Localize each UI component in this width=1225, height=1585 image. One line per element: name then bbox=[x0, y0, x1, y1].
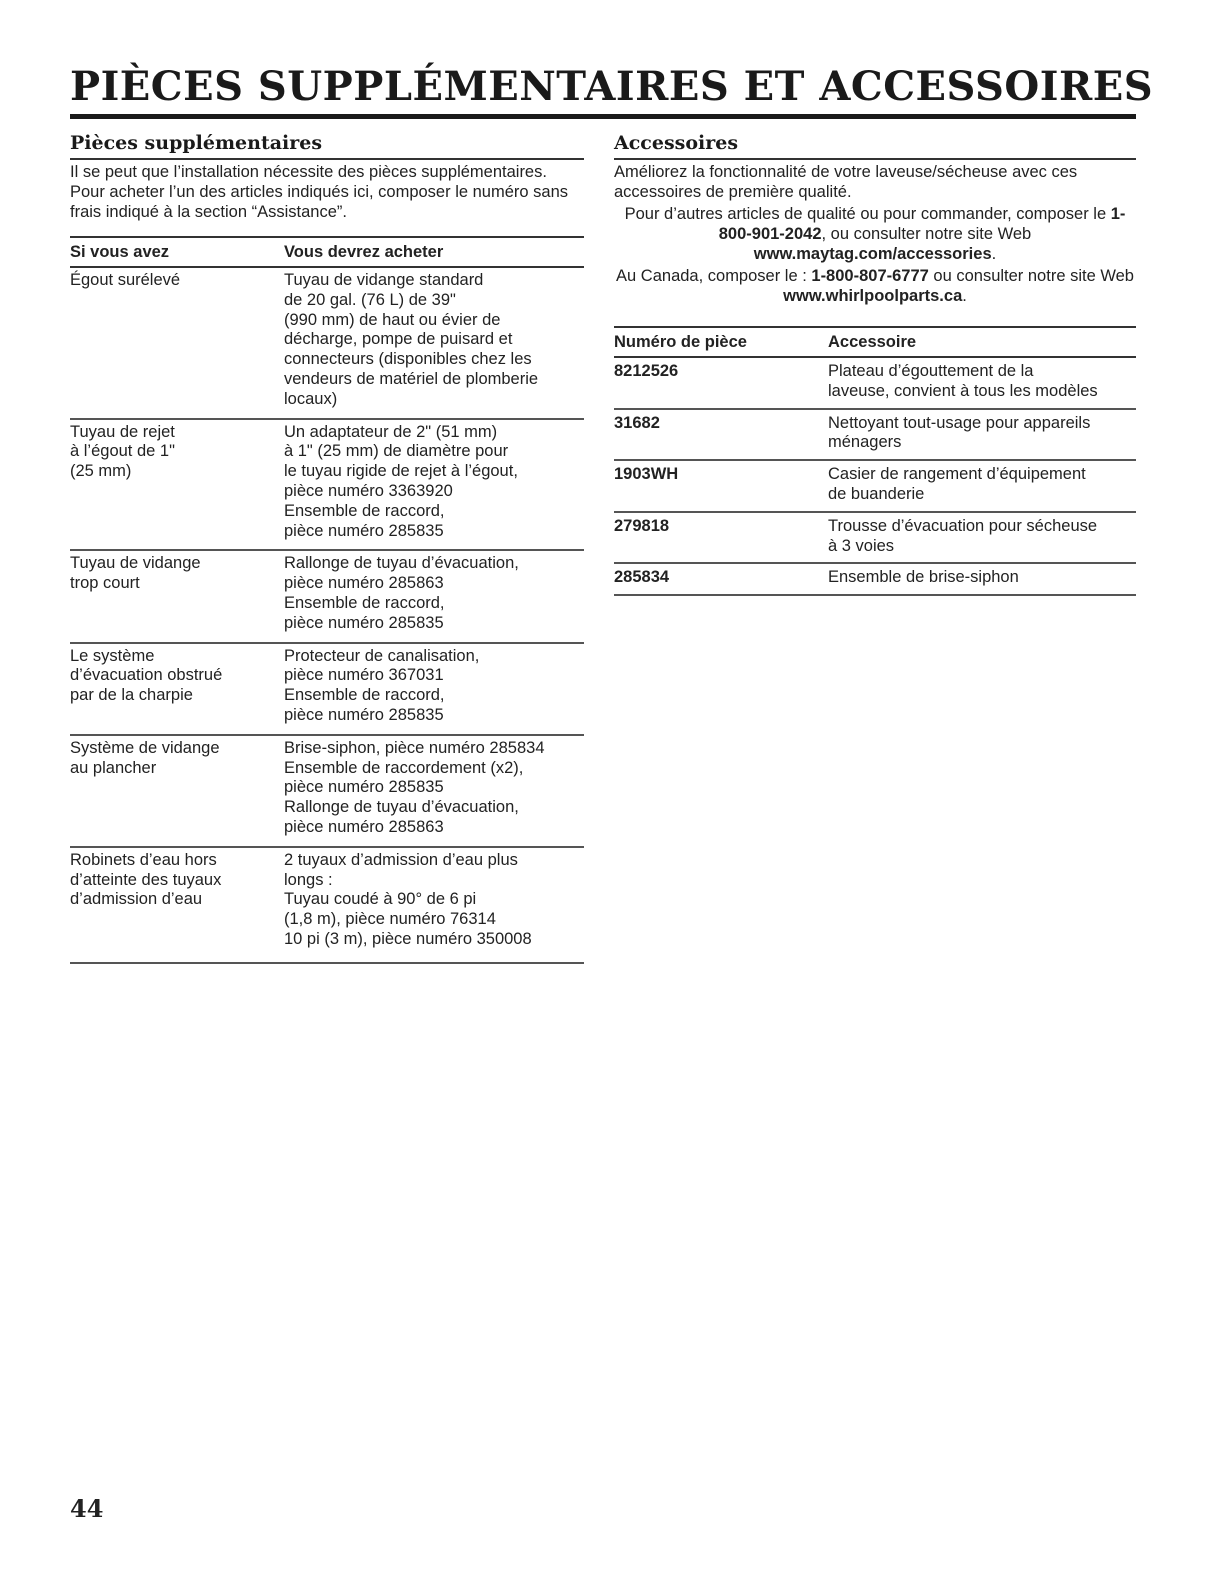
cell-accessory: Ensemble de brise-siphon bbox=[828, 568, 1019, 587]
cell-situation: Système de vidange au plancher bbox=[70, 738, 220, 777]
cell-accessory: Nettoyant tout-usage pour appareils ménagers bbox=[828, 413, 1091, 452]
cell-part-number: 31682 bbox=[614, 413, 660, 432]
additional-parts-table bbox=[70, 236, 584, 964]
table-header bbox=[70, 238, 584, 268]
ca-order-end: . bbox=[962, 287, 967, 305]
table-row bbox=[70, 848, 584, 964]
us-order-text-2: , ou consulter notre site Web bbox=[821, 225, 1032, 243]
additional-parts-intro: Il se peut que l’installation nécessite des pièces supplémentaires. Pour acheter l’un des articles indiqués ici, composer le numéro sans frais indiqué à la section “Assistance”. bbox=[70, 163, 568, 221]
column-header-accessory: Accessoire bbox=[828, 333, 917, 351]
column-header-buy: Vous devrez acheter bbox=[284, 243, 444, 261]
title-rule bbox=[70, 114, 1136, 119]
accessories-intro: Améliorez la fonctionnalité de votre laveuse/sécheuse avec ces accessoires de première qualité. bbox=[614, 163, 1078, 201]
cell-part-number: 8212526 bbox=[614, 362, 679, 380]
cell-part-number: 285834 bbox=[614, 568, 670, 587]
accessories-heading: Accessoires bbox=[614, 128, 1136, 160]
us-order-text: Pour d’autres articles de qualité ou pour commander, composer le bbox=[624, 205, 1111, 223]
cell-accessory: Trousse d’évacuation pour sécheuse à 3 voies bbox=[828, 516, 1098, 555]
cell-situation: Tuyau de vidange trop court bbox=[70, 554, 201, 593]
table-row bbox=[70, 736, 584, 848]
table-row bbox=[614, 358, 1136, 410]
cell-purchase: Tuyau de vidange standard de 20 gal. (76 L) de 39" (990 mm) de haut ou évier de décharge, pompe de puisard et connecteurs (disponibles chez les vendeurs de matériel de plomberie locaux) bbox=[284, 271, 539, 408]
accessories-section bbox=[614, 128, 1136, 596]
canada-order-info bbox=[614, 266, 1136, 306]
page-title: PIÈCES SUPPLÉMENTAIRES ET ACCESSOIRES bbox=[70, 63, 1154, 110]
ca-order-text: Au Canada, composer le : bbox=[616, 267, 812, 285]
table-row bbox=[614, 461, 1136, 513]
table-row bbox=[614, 564, 1136, 596]
accessories-table bbox=[614, 326, 1136, 596]
table-row bbox=[614, 513, 1136, 565]
table-header bbox=[614, 328, 1136, 358]
cell-purchase: Protecteur de canalisation, pièce numéro 367031 Ensemble de raccord, pièce numéro 285835 bbox=[284, 646, 480, 724]
maytag-url-link[interactable]: www.maytag.com/accessories bbox=[753, 245, 992, 263]
table-row bbox=[70, 268, 584, 420]
us-order-end: . bbox=[991, 245, 997, 263]
cell-purchase: Un adaptateur de 2" (51 mm) à 1" (25 mm) de diamètre pour le tuyau rigide de rejet à l’égout, pièce numéro 3363920 Ensemble de raccord, pièce numéro 285835 bbox=[284, 422, 518, 540]
cell-purchase: Brise-siphon, pièce numéro 285834 Ensemble de raccordement (x2), pièce numéro 285835 Rallonge de tuyau d’évacuation, pièce numéro 285863 bbox=[284, 738, 545, 836]
cell-purchase: 2 tuyaux d’admission d’eau plus longs : Tuyau coudé à 90° de 6 pi (1,8 m), pièce numéro 76314 10 pi (3 m), pièce numéro 350008 bbox=[284, 850, 532, 948]
table-row bbox=[70, 420, 584, 552]
cell-accessory: Plateau d’égouttement de la laveuse, convient à tous les modèles bbox=[828, 362, 1098, 400]
column-header-have: Si vous avez bbox=[70, 243, 170, 261]
table-row bbox=[614, 410, 1136, 462]
whirlpool-url-link[interactable]: www.whirlpoolparts.ca bbox=[783, 287, 963, 305]
cell-part-number: 1903WH bbox=[614, 465, 679, 484]
cell-situation: Robinets d’eau hors d’atteinte des tuyaux d’admission d’eau bbox=[70, 850, 222, 909]
cell-part-number: 279818 bbox=[614, 516, 670, 535]
cell-situation: Tuyau de rejet à l’égout de 1" (25 mm) bbox=[70, 422, 175, 481]
additional-parts-heading: Pièces supplémentaires bbox=[70, 128, 584, 160]
column-header-part-number: Numéro de pièce bbox=[614, 333, 747, 351]
cell-purchase: Rallonge de tuyau d’évacuation, pièce numéro 285863 Ensemble de raccord, pièce numéro 285835 bbox=[284, 554, 519, 632]
canada-phone-number: 1-800-807-6777 bbox=[811, 267, 929, 285]
cell-accessory: Casier de rangement d’équipement de buanderie bbox=[828, 465, 1086, 503]
ca-order-text-2: ou consulter notre site Web bbox=[928, 267, 1134, 285]
additional-parts-section bbox=[70, 128, 584, 964]
cell-situation: Égout surélevé bbox=[70, 271, 181, 289]
cell-situation: Le système d’évacuation obstrué par de la charpie bbox=[70, 646, 223, 705]
us-order-info bbox=[614, 204, 1136, 264]
page-number: 44 bbox=[70, 1494, 104, 1523]
table-row bbox=[70, 644, 584, 736]
table-row bbox=[70, 551, 584, 643]
us-phone-number: 1-800-901-2042 bbox=[718, 205, 1126, 243]
